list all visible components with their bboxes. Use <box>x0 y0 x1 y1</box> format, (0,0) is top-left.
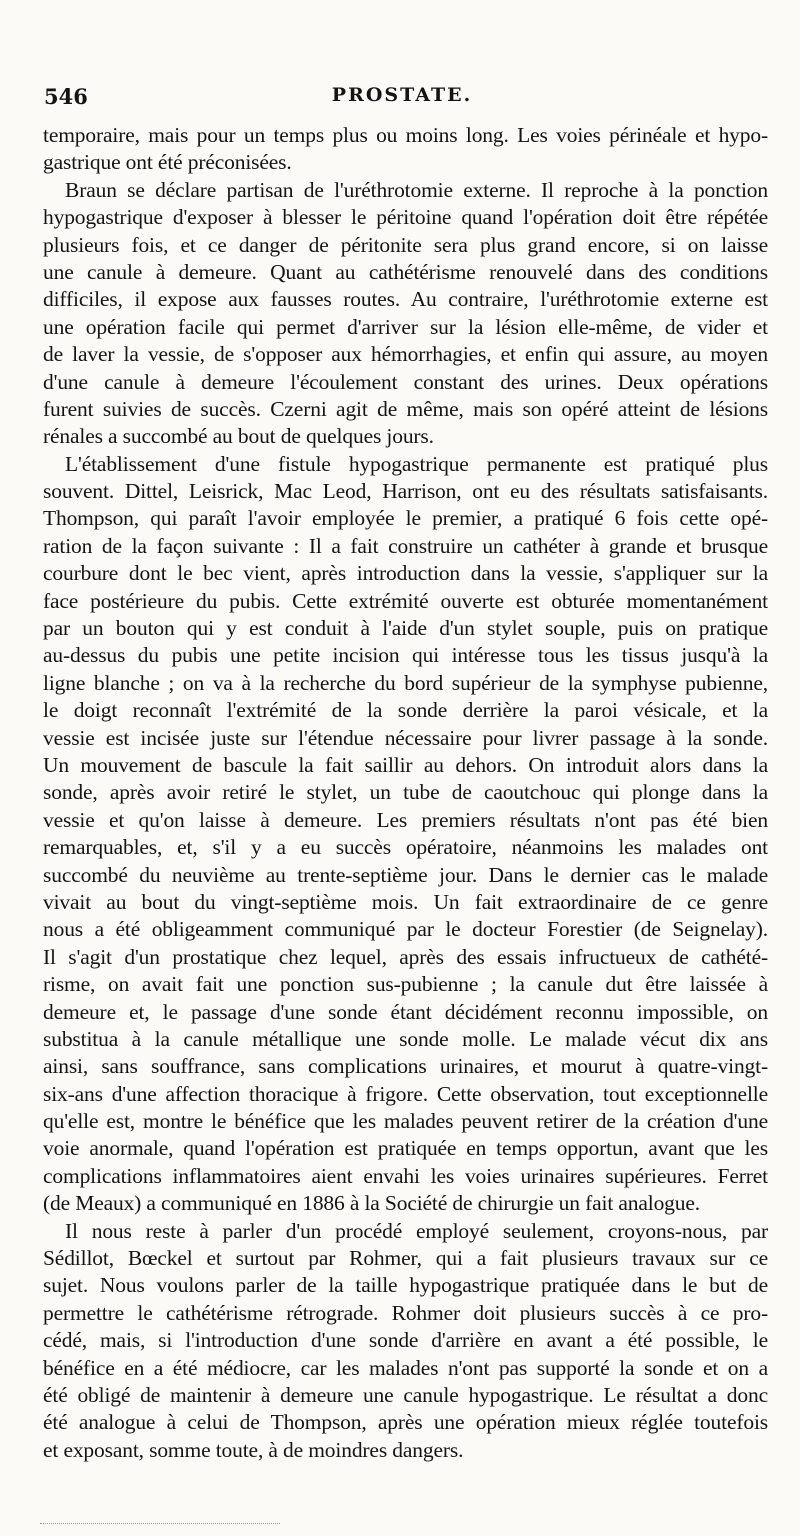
text-line: une canule à demeure. Quant au cathétérisme renouvelé dans des conditions <box>43 259 768 284</box>
text-line: ligne blanche ; on va à la recherche du bord supérieur de la symphyse pubienne, <box>43 670 768 695</box>
text-line: sujet. Nous voulons parler de la taille hypogastrique pratiquée dans le but de <box>43 1273 768 1298</box>
text-line: été analogue à celui de Thompson, après une opération mieux réglée toutefois <box>43 1410 768 1435</box>
text-line: hypogastrique d'exposer à blesser le péritoine quand l'opération doit être répétée <box>43 205 768 230</box>
text-line: demeure et, le passage d'une sonde étant décidément reconnu impossible, on <box>43 999 768 1024</box>
page-header <box>44 84 760 114</box>
footer-rule <box>40 1523 280 1528</box>
text-line: L'établissement d'une fistule hypogastrique permanente est pratiqué plus <box>65 451 768 476</box>
body-text <box>43 122 768 1464</box>
text-line: par un bouton qui y est conduit à l'aide d'un stylet souple, puis on pratique <box>43 616 768 641</box>
text-line: une opération facile qui permet d'arriver sur la lésion elle-même, de vider et <box>43 314 768 339</box>
text-line: remarquables, et, s'il y a eu succès opératoire, néanmoins les malades ont <box>43 835 768 860</box>
text-line: six-ans d'une affection thoracique à frigore. Cette observation, tout exceptionnelle <box>43 1081 768 1106</box>
text-line: d'une canule à demeure l'écoulement constant des urines. Deux opérations <box>43 369 768 394</box>
text-line: risme, on avait fait une ponction sus-pubienne ; la canule dut être laissée à <box>43 972 768 997</box>
text-line: de laver la vessie, de s'opposer aux hémorrhagies, et enfin qui assure, au moyen <box>43 342 768 367</box>
text-line: rénales a succombé au bout de quelques jours. <box>43 424 434 449</box>
text-line: cédé, mais, si l'introduction d'une sonde d'arrière en avant a été possible, le <box>43 1328 768 1353</box>
text-line: (de Meaux) a communiqué en 1886 à la Société de chirurgie un fait analogue. <box>43 1191 701 1216</box>
text-line: plusieurs fois, et ce danger de péritonite sera plus grand encore, si on laisse <box>43 232 768 257</box>
text-line: au-dessus du pubis une petite incision qui intéresse tous les tissus jusqu'à la <box>43 643 768 668</box>
text-line: difficiles, il expose aux fausses routes. Au contraire, l'uréthrotomie externe est <box>43 287 768 312</box>
text-line: nous a été obligeamment communiqué par le docteur Forestier (de Seignelay). <box>43 917 768 942</box>
text-line: Un mouvement de bascule la fait saillir au dehors. On introduit alors dans la <box>43 752 768 777</box>
text-line: souvent. Dittel, Leisrick, Mac Leod, Harrison, ont eu des résultats satisfaisants. <box>43 479 768 504</box>
text-line: vessie est incisée juste sur l'étendue nécessaire pour livrer passage à la sonde. <box>43 725 768 750</box>
text-line: Braun se déclare partisan de l'uréthrotomie externe. Il reproche à la ponction <box>65 177 768 202</box>
text-line: ainsi, sans souffrance, sans complications urinaires, et mourut à quatre-vingt- <box>43 1054 768 1079</box>
running-title: PROSTATE. <box>331 84 473 106</box>
text-line: vessie et qu'on laisse à demeure. Les premiers résultats n'ont pas été bien <box>43 807 768 832</box>
text-line: Sédillot, Bœckel et surtout par Rohmer, qui a fait plusieurs travaux sur ce <box>43 1246 768 1271</box>
text-line: Thompson, qui paraît l'avoir employée le premier, a pratiqué 6 fois cette opé- <box>43 506 768 531</box>
text-line: complications inflammatoires aient envahi les voies urinaires supérieures. Ferret <box>43 1163 768 1188</box>
text-line: vivait au bout du vingt-septième mois. Un fait extraordinaire de ce genre <box>43 889 768 914</box>
text-line: et exposant, somme toute, à de moindres dangers. <box>43 1437 464 1462</box>
text-line: le doigt reconnaît l'extrémité de la sonde derrière la paroi vésicale, et la <box>43 698 768 723</box>
text-line: furent suivies de succès. Czerni agit de même, mais son opéré atteint de lésions <box>43 396 768 421</box>
text-line: Il s'agit d'un prostatique chez lequel, après des essais infructueux de cathété- <box>43 944 768 969</box>
text-line: sonde, après avoir retiré le stylet, un tube de caoutchouc qui plonge dans la <box>43 780 768 805</box>
text-line: temporaire, mais pour un temps plus ou moins long. Les voies périnéale et hypo- <box>43 123 768 147</box>
text-line: courbure dont le bec vient, après introduction dans la vessie, s'appliquer sur la <box>43 561 768 586</box>
text-line: bénéfice en a été médiocre, car les malades n'ont pas supporté la sonde et on a <box>43 1355 768 1380</box>
text-line: gastrique ont été préconisées. <box>43 150 292 175</box>
text-line: permettre le cathétérisme rétrograde. Rohmer doit plusieurs succès à ce pro- <box>43 1300 768 1325</box>
page-number: 546 <box>44 84 88 109</box>
text-line: face postérieure du pubis. Cette extrémité ouverte est obturée momentanément <box>43 588 768 613</box>
text-line: été obligé de maintenir à demeure une canule hypogastrique. Le résultat a donc <box>43 1382 768 1407</box>
text-line: ration de la façon suivante : Il a fait construire un cathéter à grande et brusque <box>43 533 768 558</box>
text-line: qu'elle est, montre le bénéfice que les malades peuvent retirer de la création d'une <box>43 1109 768 1134</box>
text-line: voie anormale, quand l'opération est pratiquée en temps opportun, avant que les <box>43 1136 768 1161</box>
text-line: Il nous reste à parler d'un procédé employé seulement, croyons-nous, par <box>65 1218 768 1243</box>
text-line: succombé du neuvième au trente-septième jour. Dans le dernier cas le malade <box>43 862 768 887</box>
text-line: substitua à la canule métallique une sonde molle. Le malade vécut dix ans <box>43 1026 768 1051</box>
